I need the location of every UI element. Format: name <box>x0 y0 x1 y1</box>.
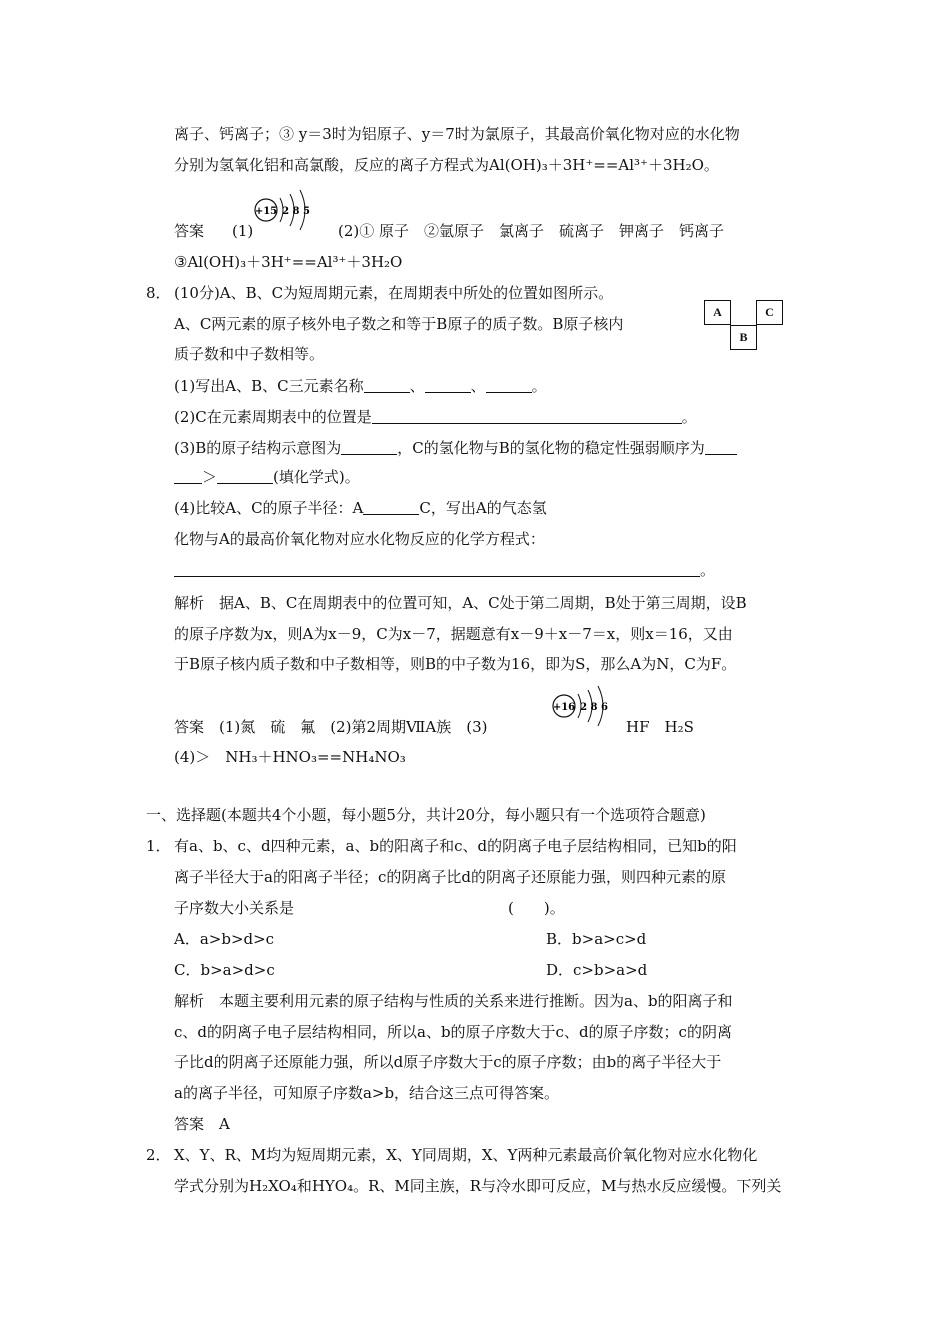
option-d[interactable]: D．c>b>a>d <box>546 961 648 979</box>
answer-blank[interactable] <box>372 409 682 424</box>
section-title: 一、选择题(本题共4个小题，每小题5分，共计20分，每小题只有一个选项符合题意) <box>146 806 706 824</box>
nucleus-label: +15 <box>254 206 278 217</box>
answer-blank[interactable] <box>425 378 471 393</box>
answer-part-1: (1) <box>232 222 254 240</box>
answer-blank[interactable] <box>705 440 737 455</box>
analysis-text: 子比d的阴离子还原能力强，所以d原子序数大于c的原子序数；由b的离子半径大于 <box>174 1053 722 1071</box>
answer-blank[interactable] <box>363 500 419 515</box>
answer-blank[interactable] <box>217 469 273 484</box>
answer-parentheses: ( )。 <box>508 899 565 917</box>
answer-text: HF H₂S <box>626 718 694 736</box>
option-c[interactable]: C．b>a>d>c <box>174 961 275 979</box>
answer-blank[interactable] <box>486 378 532 393</box>
sub-question-2: (2)C在元素周期表中的位置是 。 <box>174 408 697 426</box>
atom-structure-16-icon <box>548 684 618 734</box>
answer-blank[interactable] <box>364 378 410 393</box>
question-text: 有a、b、c、d四种元素，a、b的阳离子和c、d的阴离子电子层结构相同，已知b的阳 <box>174 837 737 855</box>
periodic-cell-a: A <box>704 300 731 325</box>
question-text: 子序数大小关系是 <box>174 899 295 917</box>
analysis-text: a的离子半径，可知原子序数a>b，结合这三点可得答案。 <box>174 1084 560 1102</box>
answer-blank[interactable] <box>341 440 397 455</box>
answer-label: 答案 <box>174 222 205 240</box>
atom-structure-15-icon <box>250 188 320 238</box>
electron-shells: 2 8 6 <box>580 702 608 713</box>
analysis-text: 解析 本题主要利用元素的原子结构与性质的关系来进行推断。因为a、b的阳离子和 <box>174 992 733 1010</box>
answer-text: 答案 (1)氮 硫 氟 (2)第2周期ⅦA族 (3) <box>174 718 488 736</box>
question-text: (10分)A、B、C为短周期元素，在周期表中所处的位置如图所示。 <box>174 284 614 302</box>
nucleus-label: +16 <box>552 702 576 713</box>
analysis-text: 的原子序数为x，则A为x－9，C为x－7，据题意有x－9＋x－7＝x，则x＝16，又由 <box>174 625 733 643</box>
question-number: 2． <box>146 1146 171 1164</box>
sub-question-4-answer-line: 。 <box>174 560 715 580</box>
analysis-text: c、d的阴离子电子层结构相同，所以a、b的原子序数大于c、d的原子序数；c的阴离 <box>174 1023 732 1041</box>
option-a[interactable]: A．a>b>d>c <box>174 930 275 948</box>
sub-question-1: (1)写出A、B、C三元素名称 、 、 。 <box>174 377 547 395</box>
periodic-cell-b: B <box>730 325 757 350</box>
electron-shells: 2 8 5 <box>282 206 310 217</box>
periodic-cell-c: C <box>756 300 783 325</box>
option-b[interactable]: B．b>a>c>d <box>546 930 647 948</box>
sub-question-4: (4)比较A、C的原子半径：A C，写出A的气态氢 <box>174 499 547 517</box>
answer-text: (4)＞ NH₃＋HNO₃==NH₄NO₃ <box>174 748 406 766</box>
question-text: X、Y、R、M均为短周期元素，X、Y同周期，X、Y两种元素最高价氧化物对应水化物化 <box>174 1146 758 1164</box>
question-text: 离子半径大于a的阳离子半径；c的阴离子比d的阴离子还原能力强，则四种元素的原 <box>174 868 726 886</box>
answer-blank[interactable] <box>174 469 202 484</box>
text-line: 离子、钙离子；③ y＝3时为铝原子、y＝7时为氯原子，其最高价氧化物对应的水化物 <box>174 125 740 143</box>
answer-part-2: (2)① 原子 ②氩原子 氯离子 硫离子 钾离子 钙离子 <box>338 222 725 240</box>
question-number: 8． <box>146 284 171 302</box>
sub-question-4-cont: 化物与A的最高价氧化物对应水化物反应的化学方程式： <box>174 530 545 548</box>
question-text: 学式分别为H₂XO₄和HYO₄。R、M同主族，R与冷水即可反应，M与热水反应缓慢。下列关 <box>174 1177 782 1195</box>
analysis-text: 于B原子核内质子数和中子数相等，则B的中子数为16，即为S，那么A为N，C为F。 <box>174 655 737 673</box>
answer-part-3: ③Al(OH)₃＋3H⁺==Al³⁺＋3H₂O <box>174 253 403 271</box>
question-number: 1． <box>146 837 171 855</box>
answer-text: 答案 A <box>174 1115 230 1133</box>
text-line: 分别为氢氧化铝和高氯酸，反应的离子方程式为Al(OH)₃＋3H⁺==Al³⁺＋3H₂O。 <box>174 156 719 174</box>
question-text: 质子数和中子数相等。 <box>174 345 325 363</box>
sub-question-3: (3)B的原子结构示意图为 ，C的氢化物与B的氢化物的稳定性强弱顺序为 <box>174 438 737 458</box>
question-text: A、C两元素的原子核外电子数之和等于B原子的质子数。B原子核内 <box>174 315 624 333</box>
sub-question-3-cont: ＞ (填化学式)。 <box>174 467 360 487</box>
analysis-text: 解析 据A、B、C在周期表中的位置可知，A、C处于第二周期，B处于第三周期，设B <box>174 594 747 612</box>
answer-blank[interactable] <box>174 562 700 577</box>
